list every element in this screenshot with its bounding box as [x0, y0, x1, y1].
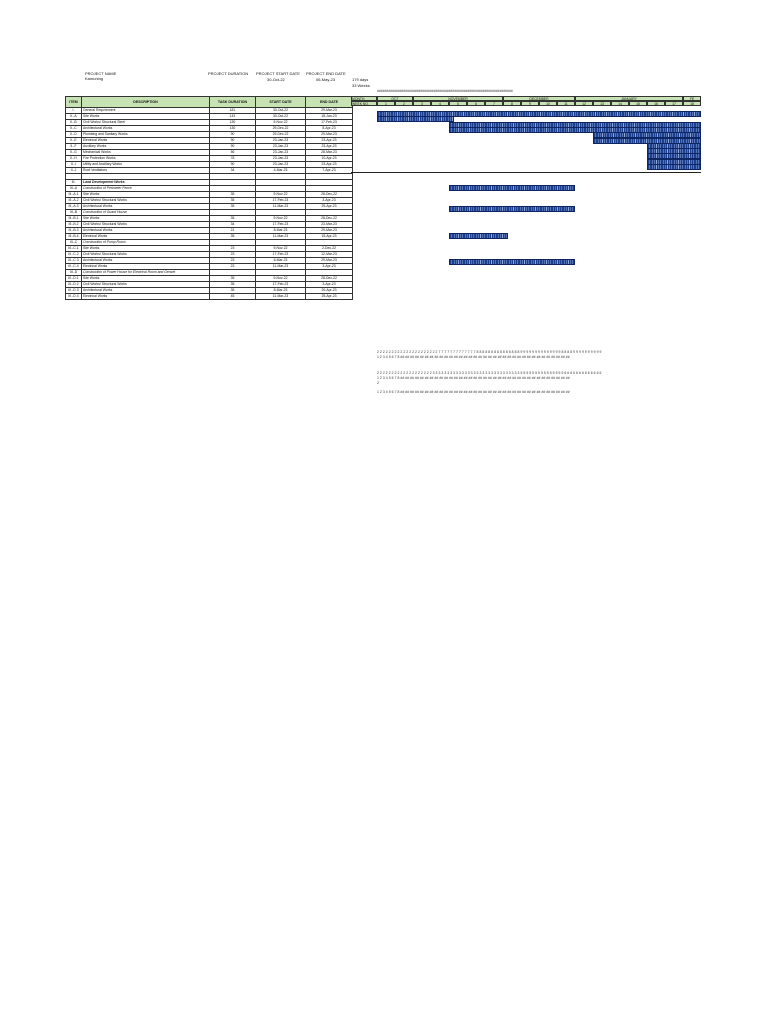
- gantt-week-cell: 3: [413, 101, 431, 106]
- gantt-month-cell: JANUARY: [575, 96, 683, 101]
- table-cell-end: 23-Mar-23: [306, 222, 353, 228]
- table-cell-end: 25-Apr-23: [306, 204, 353, 210]
- table-cell-end: 7-Apr-23: [306, 168, 353, 174]
- table-cell-description: Site Works: [82, 114, 210, 120]
- table-cell-description: Architectural Works: [82, 126, 210, 132]
- table-cell-duration: 78: [210, 156, 256, 162]
- gantt-week-cell: 4: [431, 101, 449, 106]
- table-cell-start: 11-Mar-23: [256, 264, 306, 270]
- gantt-week-cell: 8: [503, 101, 521, 106]
- table-cell-duration: 90: [210, 132, 256, 138]
- gantt-week-cell: 7: [485, 101, 503, 106]
- table-cell-start: 9-Nov-22: [256, 216, 306, 222]
- table-cell-end: 28-Dec-22: [306, 216, 353, 222]
- table-cell-description: Roof Ventilators: [82, 168, 210, 174]
- table-cell-end: 28-Dec-22: [306, 276, 353, 282]
- gantt-week-cell: 16: [647, 101, 665, 106]
- table-cell-start: 29-Dec-22: [256, 126, 306, 132]
- table-cell-description: Site Works: [82, 192, 210, 198]
- table-cell-duration: 35: [210, 234, 256, 240]
- table-cell-item: III.-C: [66, 240, 82, 246]
- gantt-task-bar: [449, 233, 508, 239]
- gantt-week-cell: 17: [665, 101, 683, 106]
- table-cell-end: 3-Apr-23: [306, 264, 353, 270]
- table-cell-item: II.-F: [66, 144, 82, 150]
- table-cell-description: Construction of Guard House: [82, 210, 210, 216]
- project-duration-label: PROJECT DURATION: [208, 71, 249, 76]
- table-cell-description: Civil Works/ Structural Steel: [82, 120, 210, 126]
- table-cell-description: Electrical Works: [82, 294, 210, 300]
- gantt-footer-row: 1 2 3 4 5 6 7 8 ## ## ## ## ## ## ## ## ## ## ## ## ## ## ## ## ## ## ## ## ## ## ## ## ## ## ## ## ## ## ## ## ## ## ##: [377, 355, 570, 359]
- table-cell-description: Architectural Works: [82, 204, 210, 210]
- table-cell-start: 30-Oct-22: [256, 108, 306, 114]
- gantt-week-cell: 2: [395, 101, 413, 106]
- gantt-week-cell: 12: [575, 101, 593, 106]
- gantt-week-cell: 15: [629, 101, 647, 106]
- table-cell-end: 2-Dec-22: [306, 246, 353, 252]
- gantt-task-bar: [449, 185, 575, 191]
- table-cell-end: 29-Mar-23: [306, 258, 353, 264]
- table-cell-duration: 23: [210, 252, 256, 258]
- table-cell-description: Electrical Works: [82, 264, 210, 270]
- table-cell-duration: 56: [210, 150, 256, 156]
- gantt-task-bar: [647, 164, 701, 170]
- table-row: [66, 294, 353, 300]
- gantt-footer-row: 2: [377, 381, 379, 385]
- table-cell-duration: 23: [210, 264, 256, 270]
- table-cell-duration: 90: [210, 138, 256, 144]
- table-cell-item: II.-I: [66, 162, 82, 168]
- table-cell-description: Land Development Works: [82, 180, 210, 186]
- table-cell-description: Fire Protection Works: [82, 156, 210, 162]
- gantt-week-cell: 13: [593, 101, 611, 106]
- table-cell-description: Construction of Power House for Electrical Room and Genset: [82, 270, 210, 276]
- table-cell-start: 9-Nov-22: [256, 246, 306, 252]
- table-cell-item: III.-C.4: [66, 264, 82, 270]
- gantt-top-hash: ########################################################################: [377, 89, 513, 93]
- table-cell-end: 15-Apr-23: [306, 234, 353, 240]
- table-cell-description: Plumbing and Sanitary Works: [82, 132, 210, 138]
- gantt-month-cell: OCT: [377, 96, 413, 101]
- table-cell-end: 17-Feb-23: [306, 120, 353, 126]
- table-cell-end: 23-Apr-23: [306, 144, 353, 150]
- table-cell-item: III.-D.4: [66, 294, 82, 300]
- table-cell-end: 29-Mar-23: [306, 228, 353, 234]
- gantt-month-cell: FE: [683, 96, 701, 101]
- table-cell-start: 6-Mar-23: [256, 258, 306, 264]
- table-cell-item: II.-B: [66, 120, 82, 126]
- table-cell-item: III.-D.1: [66, 276, 82, 282]
- table-cell-item: II.-H: [66, 156, 82, 162]
- table-cell-description: Construction of Perimeter Fence: [82, 186, 210, 192]
- project-name-value: Kamuning: [85, 76, 104, 81]
- table-cell-description: Architectural Works: [82, 258, 210, 264]
- table-cell-duration: 181: [210, 108, 256, 114]
- table-cell-start: 9-Nov-22: [256, 120, 306, 126]
- table-cell-item: III.-A: [66, 186, 82, 192]
- table-cell-start: 17-Feb-23: [256, 198, 306, 204]
- gantt-task-bar: [377, 116, 454, 122]
- table-cell-end: 3-Apr-23: [306, 282, 353, 288]
- table-cell-item: III.-B: [66, 210, 82, 216]
- table-cell-duration: 35: [210, 216, 256, 222]
- table-cell-start: 30-Oct-22: [256, 114, 306, 120]
- header-end-date: END DATE: [306, 97, 353, 108]
- table-cell-item: II.-C: [66, 126, 82, 132]
- table-header-row: [66, 97, 353, 108]
- table-cell-item: II.-D: [66, 132, 82, 138]
- table-cell-item: II.-J: [66, 168, 82, 174]
- gantt-week-cell: 9: [521, 101, 539, 106]
- table-cell-start: 23-Jan-23: [256, 156, 306, 162]
- project-start-value: 30-Oct-22: [267, 77, 285, 82]
- table-cell-start: 23-Jan-23: [256, 150, 306, 156]
- project-end-value: 06-May-23: [316, 77, 336, 82]
- gantt-separator-line: [351, 172, 701, 173]
- gantt-footer-row: 1 2 3 4 5 6 7 8 ## ## ## ## ## ## ## ## ## ## ## ## ## ## ## ## ## ## ## ## ## ## ## ## ## ## ## ## ## ## ## ## ## ## ##: [377, 376, 570, 380]
- table-cell-duration: 35: [210, 198, 256, 204]
- table-cell-item: I.: [66, 108, 82, 114]
- gantt-footer-row: 2 2 2 2 2 2 2 2 2 2 2 2 2 2 2 2 2 2 2 3 3 3 3 3 3 3 3 3 3 3 3 3 3 3 3 3 3 3 3 3 3 3 3 3 3 3 3 3 3 5 5 5 5 5 5 5 5 5 5 5 5 5 5 5 6 6 6 6 6 6 6 6 6 6 6 6 6: [377, 371, 602, 375]
- table-cell-duration: 35: [210, 276, 256, 282]
- table-cell-item: III.-B.3: [66, 228, 82, 234]
- table-cell-duration: 130: [210, 120, 256, 126]
- table-cell-end: 29-Mar-23: [306, 108, 353, 114]
- table-cell-start: 8-Mar-23: [256, 228, 306, 234]
- task-table: [65, 96, 353, 300]
- table-cell-duration: 35: [210, 288, 256, 294]
- table-cell-item: III.-A.2: [66, 198, 82, 204]
- project-duration-days: 179 days: [352, 77, 369, 82]
- table-cell-duration: 35: [210, 192, 256, 198]
- table-cell-end: 3-Apr-23: [306, 198, 353, 204]
- table-cell-start: 8-Mar-23: [256, 288, 306, 294]
- gantt-month-label: MONTH: [351, 96, 377, 101]
- table-cell-description: Utility and Ancillary Works: [82, 162, 210, 168]
- table-cell-duration: 45: [210, 294, 256, 300]
- table-cell-end: 18-Jan-23: [306, 114, 353, 120]
- table-cell-start: 17-Feb-23: [256, 282, 306, 288]
- table-cell-start: 29-Dec-22: [256, 132, 306, 138]
- project-start-label: PROJECT START DATE: [256, 71, 300, 76]
- header-description: DESCRIPTION: [82, 97, 210, 108]
- table-cell-description: Civil Works/ Structural Works: [82, 252, 210, 258]
- table-cell-start: 9-Nov-22: [256, 276, 306, 282]
- table-cell-item: III.-A.1: [66, 192, 82, 198]
- table-cell-end: 8-Apr-23: [306, 126, 353, 132]
- table-cell-item: III.-B.2: [66, 222, 82, 228]
- gantt-task-bar: [449, 259, 575, 265]
- table-cell-start: 4-Mar-23: [256, 168, 306, 174]
- header-task-duration: TASK DURATION: [210, 97, 256, 108]
- header-start-date: START DATE: [256, 97, 306, 108]
- table-cell-duration: 90: [210, 162, 256, 168]
- gantt-week-cell: 10: [539, 101, 557, 106]
- table-cell-item: III.-B.1: [66, 216, 82, 222]
- gantt-footer-row: 2 2 2 2 2 2 2 2 2 2 2 2 2 2 2 2 2 2 2 2 2 7 7 7 7 7 7 7 7 7 7 7 7 7 8 8 8 8 8 8 8 8 8 8 8 8 8 8 8 9 9 9 9 9 9 9 9 9 9 9 9 9 9 8 8 8 8 9 9 9 9 9 9 9 9 9 9: [377, 350, 602, 354]
- table-cell-end: 28-Dec-22: [306, 192, 353, 198]
- table-cell-item: III.-A.3: [66, 204, 82, 210]
- table-cell-end: 25-Apr-23: [306, 294, 353, 300]
- table-cell-description: Civil Works/ Structural Works: [82, 198, 210, 204]
- table-cell-item: III.-C.2: [66, 252, 82, 258]
- gantt-task-bar: [449, 206, 575, 212]
- gantt-week-cell: 5: [449, 101, 467, 106]
- gantt-week-cell: 18: [683, 101, 701, 106]
- table-cell-duration: 34: [210, 222, 256, 228]
- project-name-label: PROJECT NAME: [85, 71, 117, 76]
- table-cell-description: Site Works: [82, 276, 210, 282]
- gantt-week-cell: 11: [557, 101, 575, 106]
- table-cell-item: III.: [66, 180, 82, 186]
- table-cell-end: 20-Apr-23: [306, 288, 353, 294]
- table-cell-item: III.-C.3: [66, 258, 82, 264]
- table-cell-description: Civil Works/ Structural Works: [82, 222, 210, 228]
- table-cell-description: Civil Works/ Structural Works: [82, 282, 210, 288]
- table-cell-duration: 34: [210, 168, 256, 174]
- table-cell-duration: 90: [210, 144, 256, 150]
- gantt-week-cell: 14: [611, 101, 629, 106]
- table-cell-description: Mechanical Works: [82, 150, 210, 156]
- table-cell-item: II.-E: [66, 138, 82, 144]
- table-cell-end: 29-Mar-23: [306, 132, 353, 138]
- table-cell-duration: 21: [210, 228, 256, 234]
- table-cell-description: Site Works: [82, 216, 210, 222]
- gantt-month-cell: NOVEMBER: [413, 96, 503, 101]
- table-cell-duration: 23: [210, 246, 256, 252]
- gantt-footer-row: 1 2 3 4 5 6 7 8 ## ## ## ## ## ## ## ## ## ## ## ## ## ## ## ## ## ## ## ## ## ## ## ## ## ## ## ## ## ## ## ## ## ## ##: [377, 390, 570, 394]
- table-cell-description: Construction of Pump Room: [82, 240, 210, 246]
- table-cell-start: 23-Jan-23: [256, 144, 306, 150]
- table-cell-end: 10-Apr-23: [306, 156, 353, 162]
- table-cell-description: General Requirement: [82, 108, 210, 114]
- table-cell-start: 11-Mar-23: [256, 204, 306, 210]
- table-cell-end: 12-Mar-23: [306, 252, 353, 258]
- table-cell-start: 23-Jan-23: [256, 138, 306, 144]
- header-item: ITEM: [66, 97, 82, 108]
- project-duration-weeks: 33 Weeks: [352, 83, 370, 88]
- table-cell-description: Electrical Works: [82, 138, 210, 144]
- table-cell-end: 28-Mar-23: [306, 150, 353, 156]
- table-cell-duration: 35: [210, 282, 256, 288]
- table-cell-duration: 143: [210, 114, 256, 120]
- table-cell-description: Architectural Works: [82, 288, 210, 294]
- table-cell-item: II.-G: [66, 150, 82, 156]
- gantt-month-cell: DECEMBER: [503, 96, 575, 101]
- gantt-week-label: WEEK NO.: [351, 101, 377, 106]
- table-cell-start: 11-Mar-23: [256, 234, 306, 240]
- table-cell-duration: 23: [210, 258, 256, 264]
- table-cell-description: Architectural Works: [82, 228, 210, 234]
- table-cell-item: III.-D.3: [66, 288, 82, 294]
- table-cell-item: III.-B.4: [66, 234, 82, 240]
- table-cell-item: III.-D: [66, 270, 82, 276]
- table-cell-start: 17-Feb-23: [256, 252, 306, 258]
- project-end-label: PROJECT END DATE: [306, 71, 346, 76]
- table-cell-end: 23-Apr-23: [306, 138, 353, 144]
- table-cell-description: Auxiliary Works: [82, 144, 210, 150]
- table-cell-end: 23-Apr-23: [306, 162, 353, 168]
- gantt-week-cell: 6: [467, 101, 485, 106]
- table-cell-item: III.-C.1: [66, 246, 82, 252]
- table-cell-start: 23-Jan-23: [256, 162, 306, 168]
- table-cell-start: 9-Nov-22: [256, 192, 306, 198]
- table-cell-item: II.-A: [66, 114, 82, 120]
- gantt-week-cell: 1: [377, 101, 395, 106]
- table-cell-item: III.-D.2: [66, 282, 82, 288]
- table-cell-description: Site Works: [82, 246, 210, 252]
- table-cell-start: 11-Mar-23: [256, 294, 306, 300]
- table-cell-duration: 35: [210, 204, 256, 210]
- table-cell-start: 17-Feb-23: [256, 222, 306, 228]
- table-cell-duration: 130: [210, 126, 256, 132]
- table-cell-description: Electrical Works: [82, 234, 210, 240]
